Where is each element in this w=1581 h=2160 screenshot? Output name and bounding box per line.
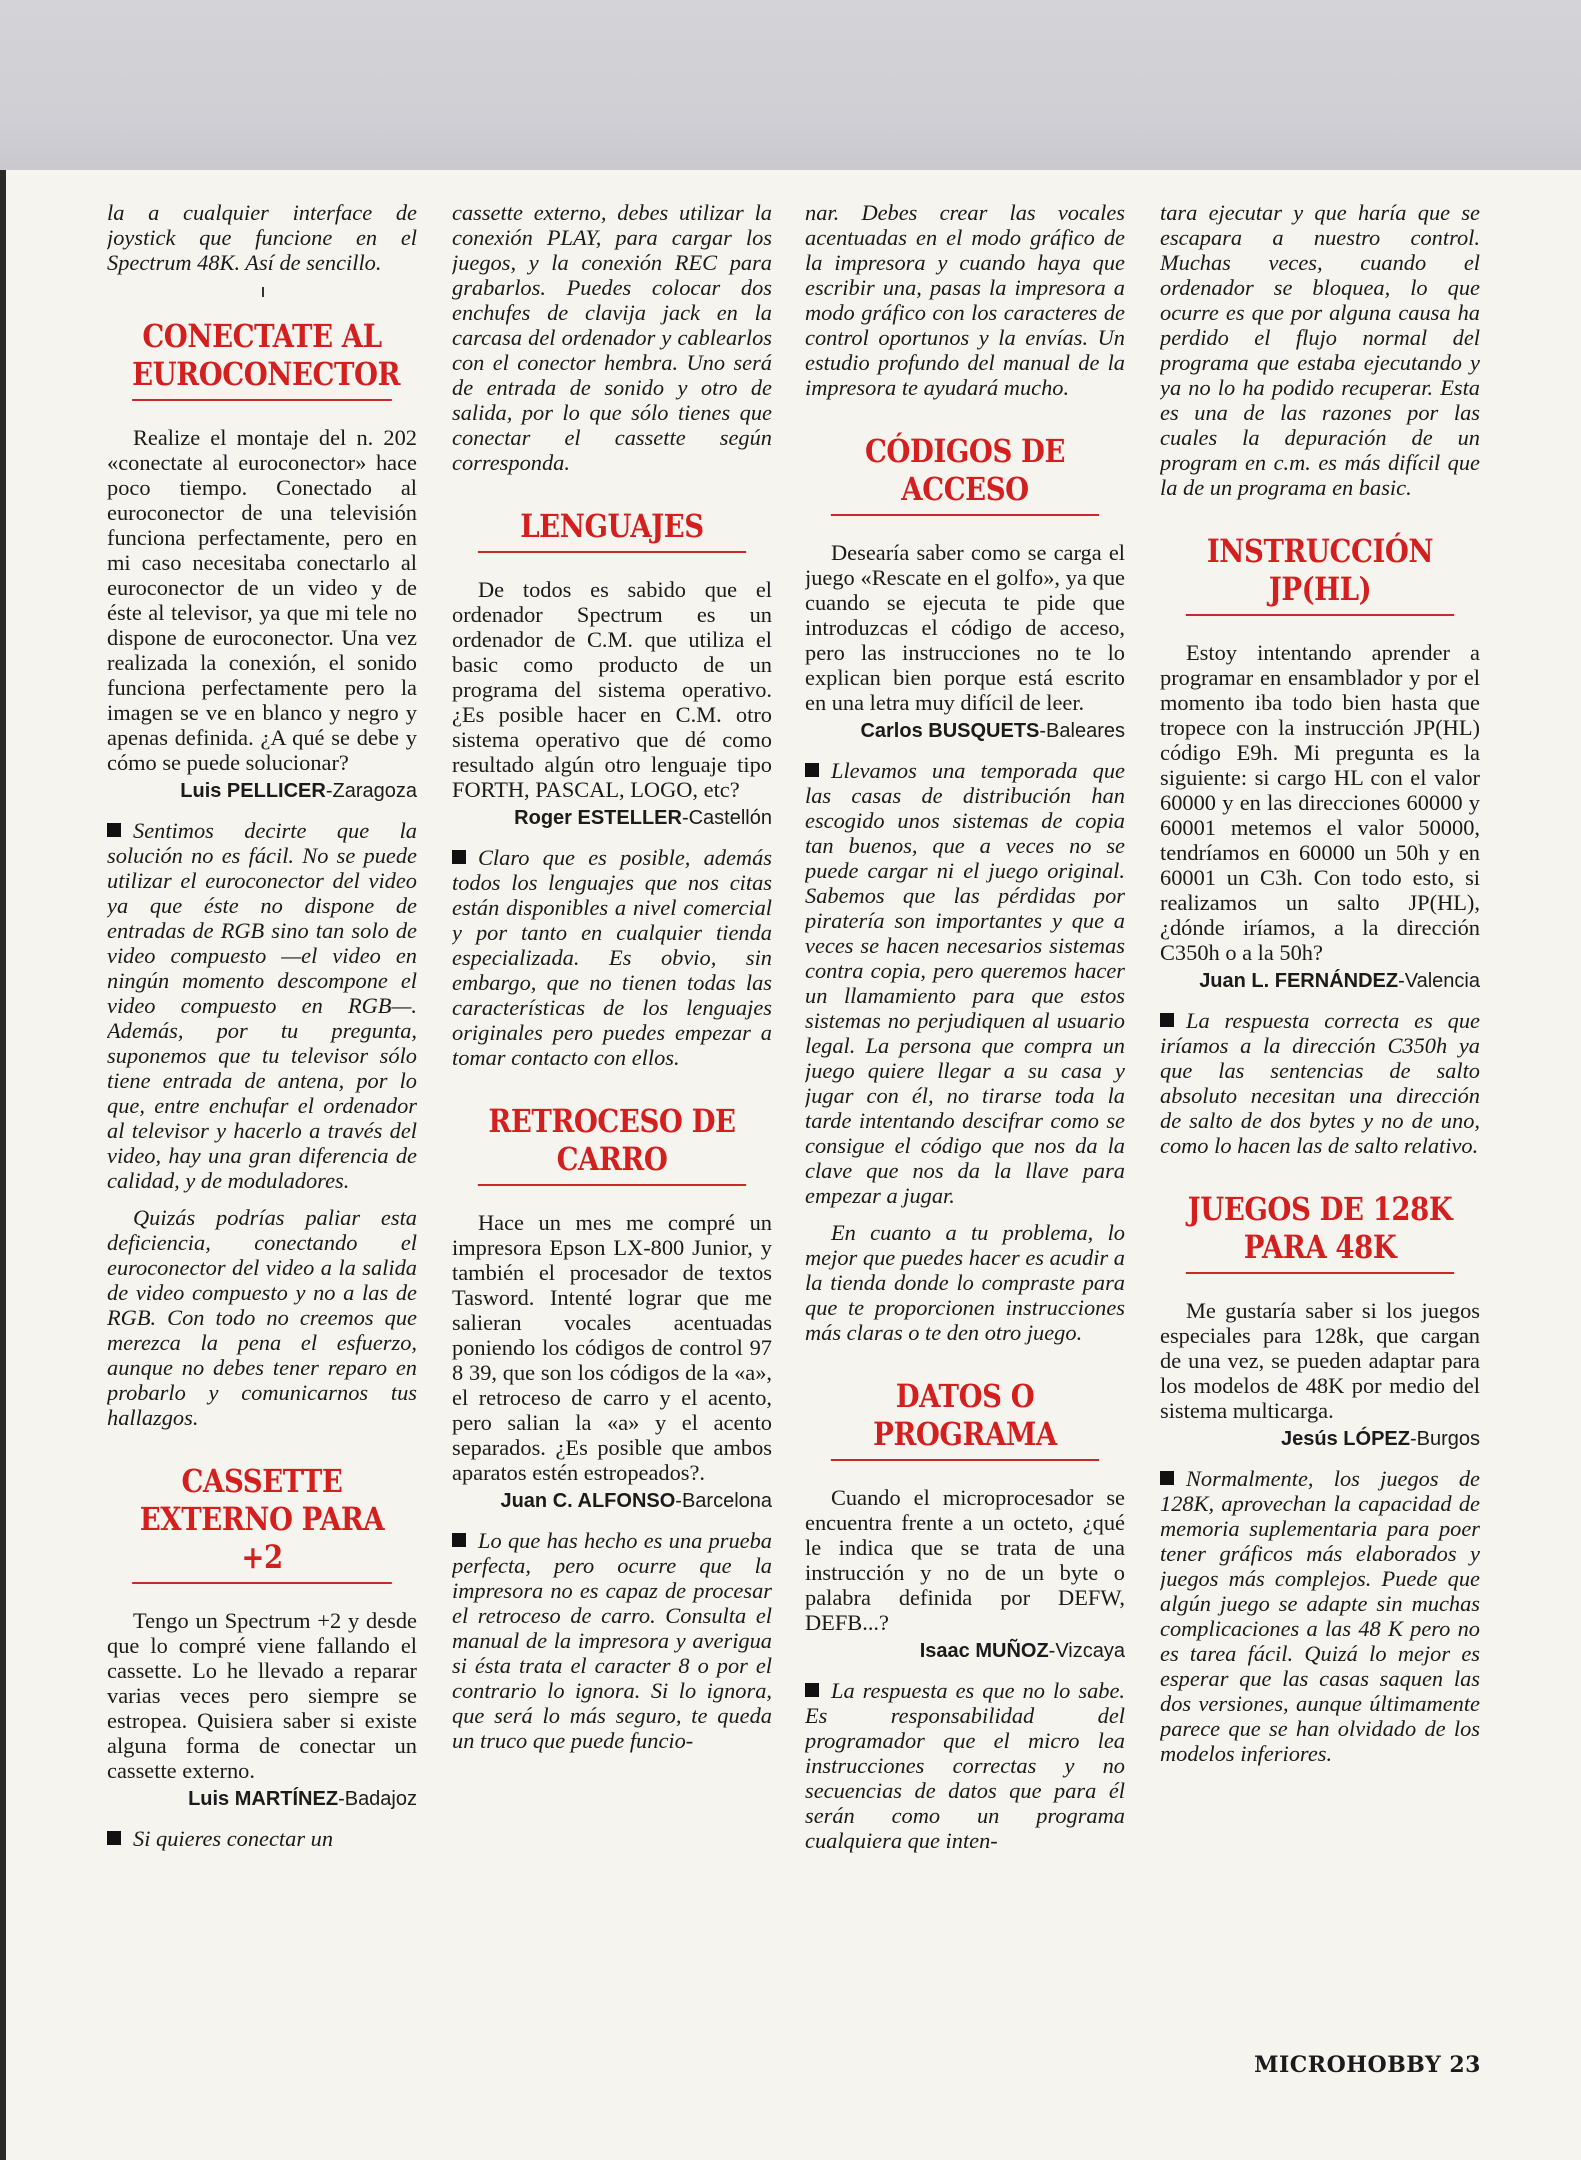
divider-tick — [107, 287, 417, 303]
signature-name: Luis MARTÍNEZ — [188, 1788, 339, 1810]
square-bullet-icon — [805, 1683, 819, 1697]
heading-retroceso-de-carro: RETROCESO DE CARRO — [478, 1102, 746, 1186]
square-bullet-icon — [452, 850, 466, 864]
answer-continuation: cassette externo, debes utilizar la conexión PLAY, para cargar los juegos, y la conexión REC para grabarlos. Puedes colocar dos enchufes de clavija jack en la carcasa del ordenador y cablearlos con el conector hembra. Uno será de entrada de sonido y otro de salida, por lo que sólo tienes que conectar el cassette según corresponda. — [452, 200, 772, 475]
signature-name: Luis PELLICER — [180, 780, 326, 802]
heading-cassette-externo: CASSETTE EXTERNO PARA +2 — [132, 1462, 392, 1584]
heading-instruccion-jp-hl: INSTRUCCIÓN JP(HL) — [1186, 532, 1454, 616]
signature — [805, 1639, 1125, 1664]
reader-question: Desearía saber como se carga el juego «Rescate en el golfo», ya que cuando se ejecuta te pide que introduzcas el código de acceso, pero las instrucciones no te lo explican bien porque está escrito en una letra muy difícil de leer. — [805, 540, 1125, 715]
signature — [452, 1489, 772, 1514]
signature-place: -Vizcaya — [1048, 1640, 1125, 1662]
reader-question: Me gustaría saber si los juegos especiales para 128k, que cargan de una vez, se pueden adaptar para los modelos de 48K por medio del sistema multicarga. — [1160, 1298, 1480, 1423]
signature — [805, 719, 1125, 744]
signature — [1160, 969, 1480, 994]
signature-place: -Barcelona — [675, 1490, 772, 1512]
reader-question: Realize el montaje del n. 202 «conectate al euroconector» hace poco tiempo. Conectado al euroconector de una televisión funciona perfectamente, pero en mi caso necesitaba conectarlo al euroconector de un video y de éste al televisor, ya que mi tele no dispone de euroconector. Una vez realizada la conexión, el sonido funciona perfectamente pero la imagen se ve en blanco y negro y apenas definida. ¿A qué se debe y cómo se puede solucionar? — [107, 425, 417, 775]
answer: Sentimos decirte que la solución no es fácil. No se puede utilizar el euroconector del video ya que éste no dispone de entradas de RGB sino tan solo de video compuesto —el video en ningún momento descompone el video compuesto en RGB—. Además, por tu pregunta, suponemos que tu televisor sólo tiene entrada de antena, por lo que, entre enchufar el ordenador al televisor y hacerlo a través del video, hay una gran diferencia de calidad, y de moduladores. — [107, 818, 417, 1193]
answer: La respuesta es que no lo sabe. Es responsabilidad del programador que el micro lea instrucciones correctas y no secuencias de datos que para él serán como un programa cualquiera que inten- — [805, 1678, 1125, 1853]
square-bullet-icon — [1160, 1471, 1174, 1485]
reader-question: Tengo un Spectrum +2 y desde que lo compré viene fallando el cassette. Lo he llevado a reparar varias veces pero siempre se estropea. Quisiera saber si existe alguna forma de conectar un cassette externo. — [107, 1608, 417, 1783]
signature — [107, 1787, 417, 1812]
square-bullet-icon — [1160, 1013, 1174, 1027]
answer: Lo que has hecho es una prueba perfecta, pero ocurre que la impresora no es capaz de procesar el retroceso de carro. Consulta el manual de la impresora y averigua si ésta trata el caracter 8 o por el contrario lo ignora. Si lo ignora, que será lo más seguro, te queda un truco que puede funcio- — [452, 1528, 772, 1753]
page-edge — [0, 170, 6, 2160]
answer: Si quieres conectar un — [107, 1826, 417, 1851]
square-bullet-icon — [805, 763, 819, 777]
signature-name: Isaac MUÑOZ — [919, 1640, 1049, 1662]
signature-place: -Valencia — [1398, 970, 1480, 992]
column-1 — [107, 200, 417, 2040]
top-gray-band — [0, 0, 1581, 170]
signature — [452, 806, 772, 831]
answer-continuation: la a cualquier interface de joystick que funcione en el Spectrum 48K. Así de sencillo. — [107, 200, 417, 275]
page-number: 23 — [1449, 2052, 1481, 2078]
signature-place: -Baleares — [1039, 720, 1125, 742]
column-3 — [805, 200, 1125, 2040]
answer-continuation: nar. Debes crear las vocales acentuadas en el modo gráfico de la impresora y cuando haya que escribir una, pasas la impresora a modo gráfico con los caracteres de control oportunos y la envías. Un estudio profundo del manual de la impresora te ayudará mucho. — [805, 200, 1125, 400]
signature-place: -Zaragoza — [325, 780, 417, 802]
square-bullet-icon — [107, 823, 121, 837]
reader-question: Hace un mes me compré un impresora Epson LX-800 Junior, y también el procesador de textos Tasword. Intenté lograr que me salieran vocales acentuadas poniendo los códigos de control 97 8 39, que son los códigos de la «a», el retroceso de carro y el acento, pero salian la «a» y el acento separados. ¿Es posible que ambos aparatos estén estropeados?. — [452, 1210, 772, 1485]
signature-name: Carlos BUSQUETS — [860, 720, 1040, 742]
signature-name: Roger ESTELLER — [514, 807, 682, 829]
heading-euroconector: CONECTATE AL EUROCONECTOR — [132, 317, 392, 401]
column-2 — [452, 200, 772, 2040]
reader-question: De todos es sabido que el ordenador Spectrum es un ordenador de C.M. que utiliza el basic como producto de un programa del sistema operativo. ¿Es posible hacer en C.M. otro sistema operativo que dé como resultado algún otro lenguaje tipo FORTH, PASCAL, LOGO, etc? — [452, 577, 772, 802]
signature-place: -Badajoz — [338, 1788, 417, 1810]
column-4 — [1160, 200, 1480, 2040]
heading-juegos-128k-para-48k: JUEGOS DE 128K PARA 48K — [1186, 1190, 1454, 1274]
signature-place: -Castellón — [681, 807, 772, 829]
signature-name: Jesús LÓPEZ — [1281, 1428, 1410, 1450]
reader-question: Cuando el microprocesador se encuentra frente a un octeto, ¿qué le indica que se trata de una instrucción y no de un byte o palabra definida por DEFW, DEFB...? — [805, 1485, 1125, 1635]
answer: Claro que es posible, además todos los lenguajes que nos citas están disponibles a nivel comercial y por tanto en cualquier tienda especializada. Es obvio, sin embargo, que no tienen todas las características de los lenguajes originales pero puedes empezar a tomar contacto con ellos. — [452, 845, 772, 1070]
signature — [107, 779, 417, 804]
heading-lenguajes: LENGUAJES — [478, 507, 746, 553]
answer: Normalmente, los juegos de 128K, aprovechan la capacidad de memoria suplementaria para poer tener gráficos más elaborados y juegos más complejos. Puede que algún juego se adapte sin muchas complicaciones a las 48 K pero no es tarea fácil. Quizá lo mejor es esperar que las casas saquen las dos versiones, aunque últimamente parece que se han olvidado de los modelos inferiores. — [1160, 1466, 1480, 1766]
square-bullet-icon — [452, 1533, 466, 1547]
signature — [1160, 1427, 1480, 1452]
answer: Llevamos una temporada que las casas de distribución han escogido unos sistemas de copia tan buenos, que a veces no se puede cargar ni el juego original. Sabemos que las pérdidas por piratería son importantes y que a veces se hacen necesarios sistemas contra copia, pero queremos hacer un llamamiento para que estos sistemas no perjudiquen al usuario legal. La persona que compra un juego quiere llegar a su casa y jugar con él, no tirarse toda la tarde intentando descifrar como se consigue el código que nos da la clave que nos da la llave para empezar a jugar. — [805, 758, 1125, 1208]
square-bullet-icon — [107, 1831, 121, 1845]
answer-continuation: tara ejecutar y que haría que se escapara a nuestro control. Muchas veces, cuando el ordenador se bloquea, lo que ocurre es que por alguna causa ha perdido el flujo normal del programa que estaba ejecutando y ya no lo ha podido recuperar. Esta es una de las razones por las cuales la depuración de un program en c.m. es más difícil que la de un programa en basic. — [1160, 200, 1480, 500]
heading-datos-o-programa: DATOS O PROGRAMA — [831, 1377, 1099, 1461]
signature-name: Juan C. ALFONSO — [500, 1490, 676, 1512]
signature-place: -Burgos — [1409, 1428, 1480, 1450]
signature-name: Juan L. FERNÁNDEZ — [1199, 970, 1399, 992]
reader-question: Estoy intentando aprender a programar en ensamblador y por el momento iba todo bien hasta que tropece con la instrucción JP(HL) código E9h. Mi pregunta es la siguiente: si cargo HL con el valor 60000 y en las direcciones 60000 y 60001 metemos el valor 50000, tendríamos en 60000 un 50h y en 60001 un C3h. Con todo esto, si realizamos un salto JP(HL), ¿dónde iríamos, a la dirección C350h o a la 50h? — [1160, 640, 1480, 965]
answer-paragraph: Quizás podrías paliar esta deficiencia, conectando el euroconector del video a la salida de video compuesto y no a las de RGB. Con todo no creemos que merezca la pena el esfuerzo, aunque no debes tener reparo en probarlo y comunicarnos tus hallazgos. — [107, 1205, 417, 1430]
answer-paragraph: En cuanto a tu problema, lo mejor que puedes hacer es acudir a la tienda donde lo compraste para que te proporcionen instrucciones más claras o te den otro juego. — [805, 1220, 1125, 1345]
answer: La respuesta correcta es que iríamos a la dirección C350h ya que las sentencias de salto absoluto necesitan una dirección de salto de dos bytes y no de uno, como lo hacen las de salto relativo. — [1160, 1008, 1480, 1158]
heading-codigos-de-acceso: CÓDIGOS DE ACCESO — [831, 432, 1099, 516]
page-footer — [1254, 2052, 1481, 2078]
magazine-name: MICROHOBBY — [1254, 2052, 1442, 2078]
